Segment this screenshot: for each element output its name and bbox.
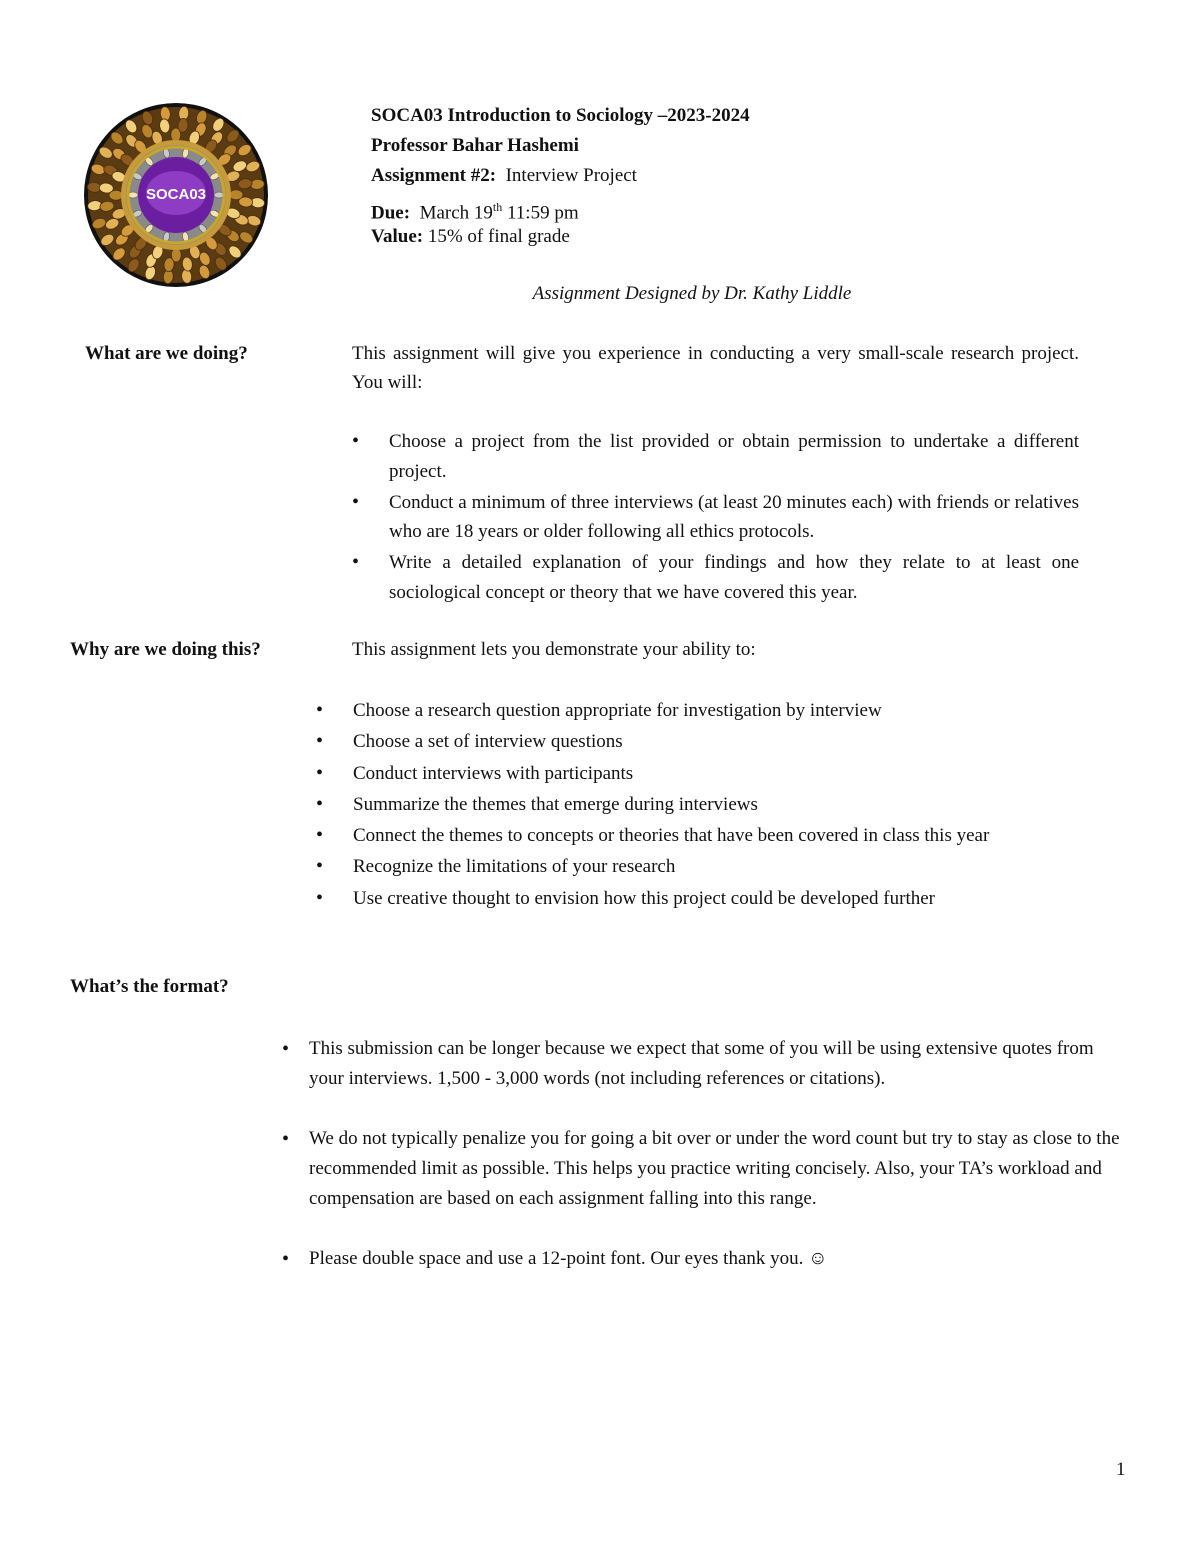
- list-item: • Use creative thought to envision how this project could be developed further: [316, 883, 1096, 914]
- list-item: • Choose a set of interview questions: [316, 726, 1096, 757]
- section-label-why: Why are we doing this?: [70, 639, 261, 660]
- list-item: • This submission can be longer because we expect that some of you will be using extensive quotes from your interviews. 1,500 - 3,000 words (not including references or citations).: [282, 1034, 1132, 1094]
- section-label-format: What’s the format?: [70, 976, 229, 997]
- why-list: [316, 695, 1096, 914]
- professor-name: Professor Bahar Hashemi: [371, 135, 579, 156]
- list-item: • Recognize the limitations of your research: [316, 851, 1096, 882]
- course-title: SOCA03 Introduction to Sociology –2023-2024: [371, 105, 750, 126]
- what-list: [352, 427, 1079, 609]
- list-item: • Please double space and use a 12-point font. Our eyes thank you. ☺: [282, 1244, 1132, 1274]
- page-number: 1: [1116, 1459, 1126, 1480]
- list-item: • We do not typically penalize you for going a bit over or under the word count but try to stay as close to the recommended limit as possible. This helps you practice writing concisely. Also, your TA’s workload and compensation are based on each assignment falling into this range.: [282, 1124, 1132, 1214]
- list-item: • Write a detailed explanation of your findings and how they relate to at least one sociological concept or theory that we have covered this year.: [352, 548, 1079, 607]
- assignment-credit: Assignment Designed by Dr. Kathy Liddle: [532, 283, 852, 304]
- value-line: Value: 15% of final grade: [371, 226, 570, 247]
- list-item: • Conduct interviews with participants: [316, 758, 1096, 789]
- logo-text: SOCA03: [145, 186, 207, 203]
- course-logo: [82, 101, 270, 289]
- why-intro: This assignment lets you demonstrate your ability to:: [352, 639, 756, 660]
- list-item: • Conduct a minimum of three interviews (at least 20 minutes each) with friends or relatives who are 18 years or older following all ethics protocols.: [352, 488, 1079, 547]
- section-label-what: What are we doing?: [85, 343, 248, 364]
- format-list: [282, 1034, 1132, 1304]
- assignment-line: Assignment #2: Interview Project: [371, 165, 637, 186]
- due-line: Due: March 19th 11:59 pm: [371, 200, 579, 224]
- what-intro: This assignment will give you experience in conducting a very small-scale research project. You will:: [352, 343, 1079, 393]
- list-item: • Choose a project from the list provided or obtain permission to undertake a different project.: [352, 427, 1079, 486]
- list-item: • Summarize the themes that emerge during interviews: [316, 789, 1096, 820]
- list-item: • Choose a research question appropriate for investigation by interview: [316, 695, 1096, 726]
- logo-graphic: [82, 101, 270, 289]
- list-item: • Connect the themes to concepts or theories that have been covered in class this year: [316, 820, 1096, 851]
